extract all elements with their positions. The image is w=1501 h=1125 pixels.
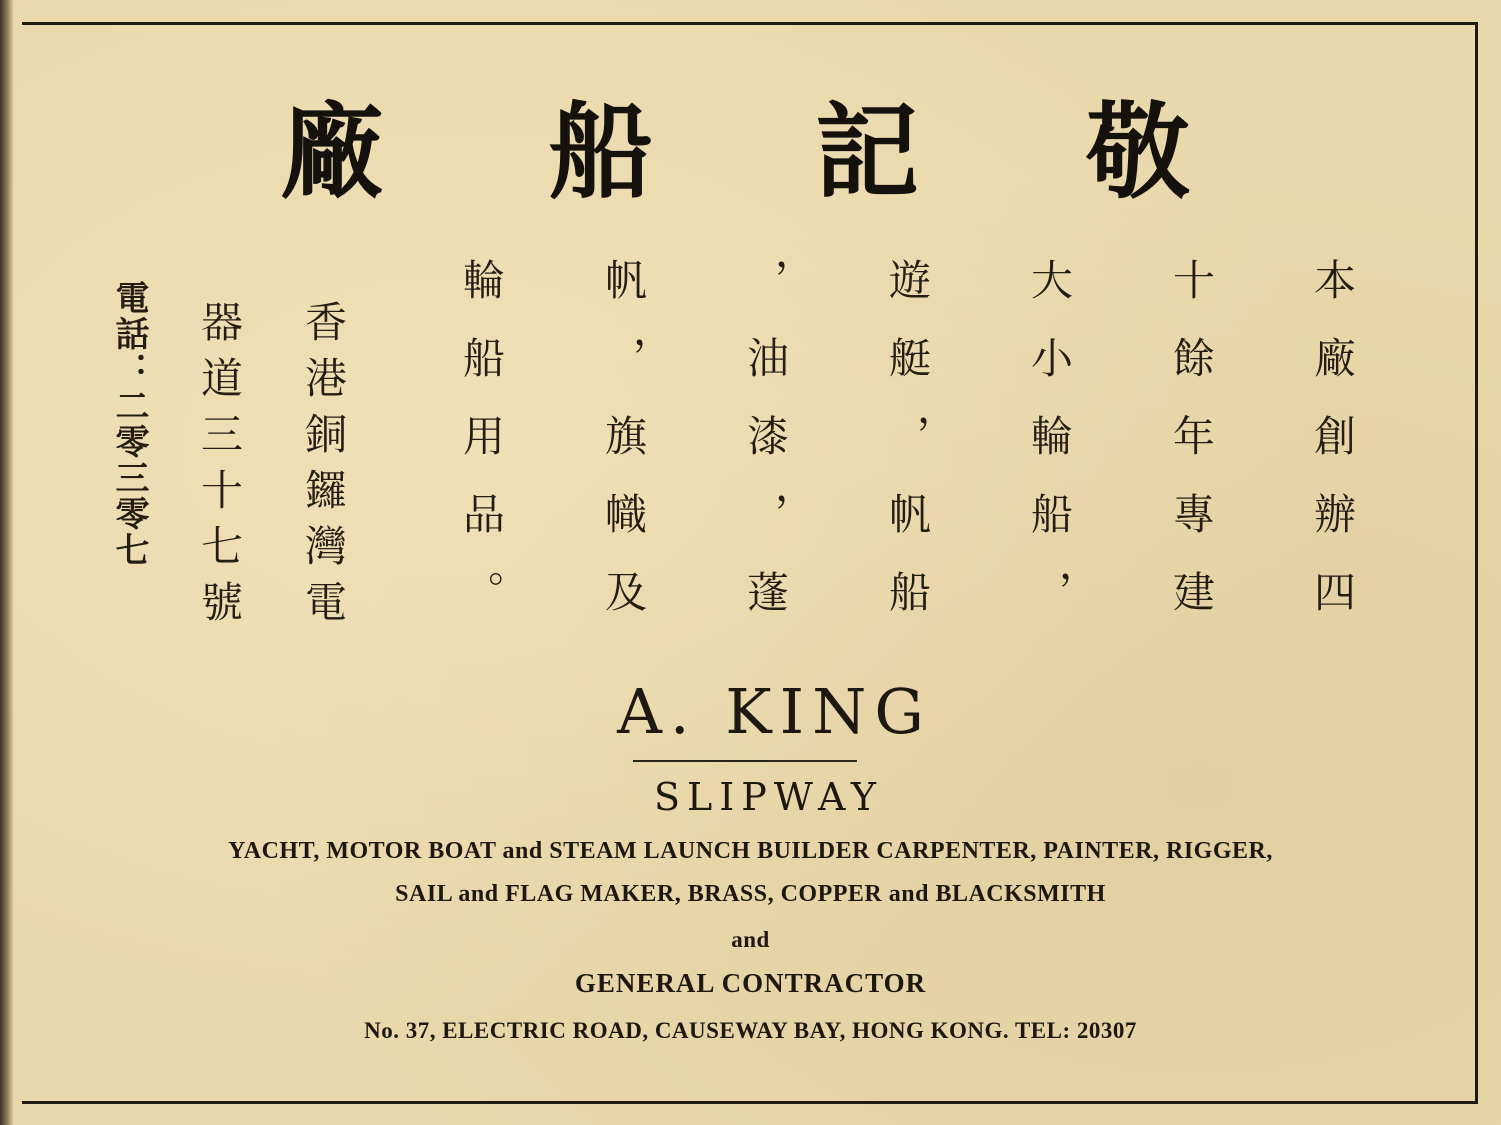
services-conjunction: and <box>731 927 770 952</box>
brand-underline <box>633 760 857 762</box>
body-column-2: 十餘年專建 <box>1167 258 1216 648</box>
body-column-4: 遊艇，帆船 <box>883 258 932 648</box>
body-column-6: 帆，旗幟及 <box>599 258 648 648</box>
heading-char-3: 船 <box>548 90 653 213</box>
heading-char-1: 敬 <box>1085 90 1190 213</box>
address-column-1: 香港銅鑼灣電 <box>299 300 348 636</box>
heading-char-2: 記 <box>814 90 919 213</box>
body-column-7: 輪船用品。 <box>457 258 506 648</box>
brand-name: A. KING <box>617 675 932 748</box>
body-column-3: 大小輪船， <box>1025 258 1074 648</box>
body-column-1: 本廠創辦四 <box>1308 258 1357 648</box>
services-line-3: GENERAL CONTRACTOR <box>574 968 927 998</box>
address-column-2: 器道三十七號 <box>195 300 244 636</box>
services-line-2: SAIL and FLAG MAKER, BRASS, COPPER and BLACKSMITH <box>395 881 1106 907</box>
phone-column: 電話：二零三零七 <box>109 280 149 568</box>
heading-char-4: 廠 <box>279 90 384 213</box>
address-line: No. 37, ELECTRIC ROAD, CAUSEWAY BAY, HONG KONG. TEL: 20307 <box>364 1018 1137 1043</box>
chinese-heading <box>0 92 1501 212</box>
brand-subtitle: SLIPWAY <box>654 775 883 819</box>
services-line-1: YACHT, MOTOR BOAT and STEAM LAUNCH BUILDER CARPENTER, PAINTER, RIGGER, <box>228 838 1273 864</box>
body-column-5: ，油漆，蓬 <box>741 258 790 648</box>
